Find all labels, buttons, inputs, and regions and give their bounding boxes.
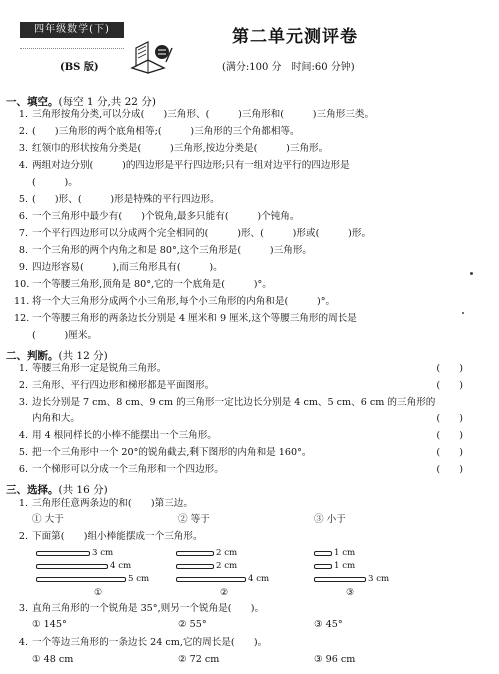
question-text: 一个三角形中最少有( )个锐角,最多只能有( )个钝角。 <box>32 211 300 222</box>
question-text: 红领巾的形状按角分类是( )三角形,按边分类是( )三角形。 <box>32 143 329 154</box>
question-text: 把一个三角形中一个 20°的锐角截去,剩下图形的内角和是 160°。 <box>32 447 312 458</box>
stick-length-label: 5 cm <box>128 574 150 584</box>
question-number: 10. <box>14 279 30 290</box>
question-number: 11. <box>14 296 30 307</box>
question-row <box>14 210 299 224</box>
choice-option[interactable]: ① 大于 <box>32 514 64 525</box>
section-note: (每空 1 分,共 22 分) <box>58 96 156 108</box>
question-row <box>14 530 203 544</box>
stick-2cm <box>176 564 214 569</box>
grade-badge: 四年级数学(下) <box>20 22 124 38</box>
group-label: ③ <box>346 588 355 598</box>
section-note: (共 16 分) <box>58 484 108 496</box>
question-text: ( )三角形的两个底角相等;( )三角形的三个角都相等。 <box>32 126 300 137</box>
question-row <box>14 244 312 258</box>
page-title: 第二单元测评卷 <box>232 27 358 47</box>
answer-parentheses[interactable]: ( ) <box>436 413 463 424</box>
stick-3cm <box>314 577 366 582</box>
question-number: 4. <box>18 430 28 441</box>
exam-meta: (满分:100 分 时间:60 分钟) <box>222 62 355 73</box>
answer-parentheses[interactable]: ( ) <box>436 447 463 458</box>
question-row <box>14 125 300 139</box>
question-number: 2. <box>18 126 28 137</box>
book-logo-icon <box>128 38 174 74</box>
question-text: 三角形、平行四边形和梯形都是平面图形。 <box>32 380 215 391</box>
question-row <box>14 463 224 477</box>
section-note: (共 12 分) <box>58 350 108 362</box>
question-text: 三角形任意两条边的和( )第三边。 <box>32 498 193 509</box>
stick-length-label: 3 cm <box>368 574 390 584</box>
question-number: 12. <box>14 313 30 324</box>
question-row <box>14 159 350 173</box>
choice-option[interactable]: ② 等于 <box>178 514 210 525</box>
question-text: 等腰三角形一定是锐角三角形。 <box>32 363 167 374</box>
stick-5cm <box>36 577 126 582</box>
section-title: 二、判断。 <box>6 350 59 362</box>
question-number: 7. <box>18 228 28 239</box>
stick-length-label: 2 cm <box>216 561 238 571</box>
question-number: 1. <box>18 363 28 374</box>
question-text: 两组对边分别( )的四边形是平行四边形;只有一组对边平行的四边形是 <box>32 160 350 171</box>
question-text: 将一个大三角形分成两个小三角形,每个小三角形的内角和是( )°。 <box>32 296 336 307</box>
question-number: 3. <box>18 143 28 154</box>
question-number: 4. <box>18 160 28 171</box>
stick-1cm <box>314 551 332 556</box>
question-row <box>14 312 357 326</box>
question-number: 3. <box>18 603 28 614</box>
question-row <box>14 379 214 393</box>
question-text: 一个等边三角形的一条边长 24 cm,它的周长是( )。 <box>32 637 268 648</box>
question-row <box>14 396 435 410</box>
question-row <box>14 602 264 616</box>
question-text: 一个三角形的两个内角之和是 80°,这个三角形是( )三角形。 <box>32 245 313 256</box>
question-continuation: ( )。 <box>32 177 78 188</box>
question-number: 5. <box>18 194 28 205</box>
stick-2cm <box>176 551 214 556</box>
question-row <box>14 636 267 650</box>
question-continuation: 内角和大。 <box>32 413 80 424</box>
question-number: 1. <box>18 498 28 509</box>
stick-4cm <box>36 564 108 569</box>
question-number: 6. <box>18 464 28 475</box>
section-heading-judge <box>6 348 108 363</box>
answer-parentheses[interactable]: ( ) <box>436 464 463 475</box>
question-row <box>14 227 371 241</box>
choice-option[interactable]: ③ 小于 <box>314 514 346 525</box>
stick-length-label: 4 cm <box>110 561 132 571</box>
question-number: 2. <box>18 531 28 542</box>
scan-speck <box>462 312 464 314</box>
question-row <box>14 429 217 443</box>
section-title: 一、填空。 <box>6 96 59 108</box>
question-continuation: ( )厘米。 <box>32 330 98 341</box>
group-label: ① <box>94 588 103 598</box>
choice-option[interactable]: ③ 96 cm <box>314 654 356 665</box>
stick-length-label: 2 cm <box>216 548 238 558</box>
question-text: 边长分别是 7 cm、8 cm、9 cm 的三角形一定比边长分别是 4 cm、5 cm、6 cm 的三角形的 <box>32 397 436 408</box>
choice-option[interactable]: ① 48 cm <box>32 654 74 665</box>
question-row <box>14 108 374 122</box>
answer-parentheses[interactable]: ( ) <box>436 363 463 374</box>
stick-length-label: 1 cm <box>334 561 356 571</box>
stick-4cm <box>176 577 246 582</box>
question-text: ( )形、( )形是特殊的平行四边形。 <box>32 194 220 205</box>
question-number: 1. <box>18 109 28 120</box>
question-number: 2. <box>18 380 28 391</box>
question-number: 6. <box>18 211 28 222</box>
question-text: 用 4 根同样长的小棒不能摆出一个三角形。 <box>32 430 217 441</box>
question-text: 下面第( )组小棒能摆成一个三角形。 <box>32 531 203 542</box>
question-number: 5. <box>18 447 28 458</box>
choice-option[interactable]: ② 72 cm <box>178 654 220 665</box>
question-number: 9. <box>18 262 28 273</box>
question-text: 一个平行四边形可以分成两个完全相同的( )形、( )形或( )形。 <box>32 228 372 239</box>
section-title: 三、选择。 <box>6 484 59 496</box>
question-row <box>14 446 312 460</box>
section-heading-fill <box>6 94 156 109</box>
scan-speck <box>470 272 473 275</box>
question-text: 一个等腰三角形的两条边长分别是 4 厘米和 9 厘米,这个等腰三角形的周长是 <box>32 313 357 324</box>
answer-parentheses[interactable]: ( ) <box>436 430 463 441</box>
question-row <box>14 142 328 156</box>
question-row <box>14 362 166 376</box>
question-row <box>14 261 223 275</box>
question-row <box>14 278 272 292</box>
stick-length-label: 1 cm <box>334 548 356 558</box>
question-text: 一个等腰三角形,顶角是 80°,它的一个底角是( )°。 <box>32 279 272 290</box>
question-text: 直角三角形的一个锐角是 35°,则另一个锐角是( )。 <box>32 603 265 614</box>
question-text: 一个梯形可以分成一个三角形和一个四边形。 <box>32 464 224 475</box>
stick-1cm <box>314 564 332 569</box>
question-number: 4. <box>18 637 28 648</box>
question-number: 8. <box>18 245 28 256</box>
edition-label: (BS 版) <box>60 62 99 73</box>
badge-underline <box>20 38 124 49</box>
question-text: 四边形容易( ),而三角形具有( )。 <box>32 262 223 273</box>
answer-parentheses[interactable]: ( ) <box>436 380 463 391</box>
stick-length-label: 3 cm <box>92 548 114 558</box>
stick-3cm <box>36 551 90 556</box>
question-text: 三角形按角分类,可以分成( )三角形、( )三角形和( )三角形三类。 <box>32 109 375 120</box>
section-heading-choice <box>6 482 108 497</box>
choice-option[interactable]: ① 145° <box>32 619 67 630</box>
stick-length-label: 4 cm <box>248 574 270 584</box>
question-row <box>14 295 335 309</box>
question-row <box>14 193 220 207</box>
choice-option[interactable]: ② 55° <box>178 619 207 630</box>
question-row <box>14 497 193 511</box>
choice-option[interactable]: ③ 45° <box>314 619 343 630</box>
group-label: ② <box>220 588 229 598</box>
question-number: 3. <box>18 397 28 408</box>
